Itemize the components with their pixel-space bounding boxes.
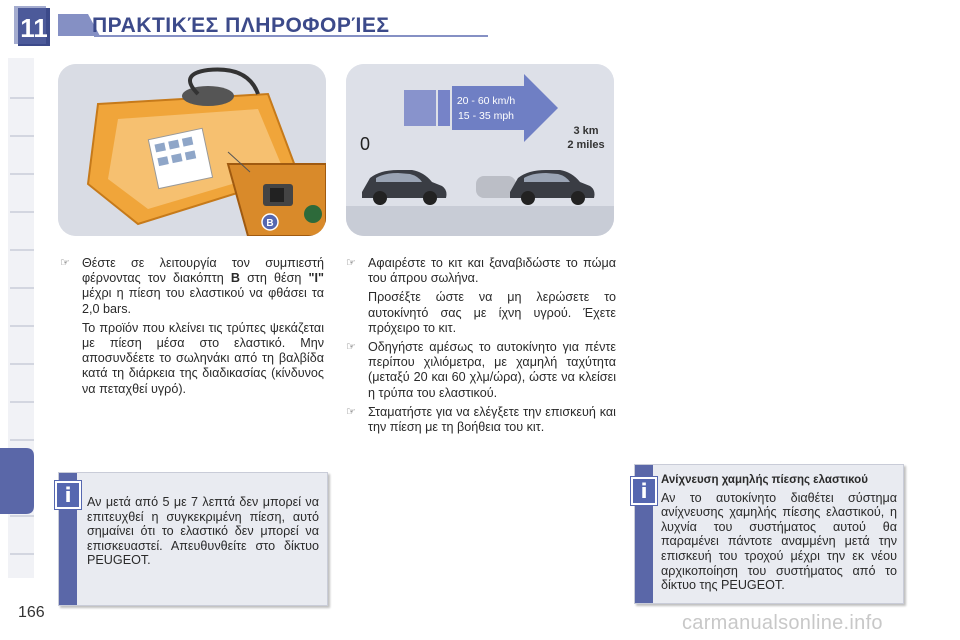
speed-kmh-label: 20 - 60 km/h <box>456 95 516 107</box>
info-box-pressure <box>58 472 328 606</box>
instruction-paragraph: Το προϊόν που κλείνει τις τρύπες ψεκάζεται με πίεση μέσα στο ελαστικό. Μην αποσυνδέετε το σωληνάκι από τη βαλβίδα κατά τη διάρκεια της διαδικασίας (κίνδυνος να πεταχθεί υγρό). <box>82 320 324 396</box>
distance-miles-label: 2 miles <box>567 139 605 151</box>
watermark: carmanualsonline.info <box>682 612 883 634</box>
left-instructions <box>60 256 324 401</box>
info-heading: Ανίχνευση χαμηλής πίεσης ελαστικού <box>661 474 868 486</box>
instruction-item: ☞ Θέστε σε λειτουργία τον συμπιεστή φέρνοντας τον διακόπτη B στη θέση "I" μέχρι η πίεση του ελαστικού να φθάσει τα 2,0 bars. <box>60 256 324 316</box>
driving-speed-illustration <box>346 64 614 236</box>
switch-label-b: B <box>266 218 274 229</box>
side-tab-strip <box>0 58 40 578</box>
repair-kit-drawing <box>58 64 326 236</box>
info-icon: i <box>55 481 81 509</box>
info-text: Αν το αυτοκίνητο διαθέτει σύστημα ανίχνευσης χαμηλής πίεσης ελαστικού, η λυχνία του συστήματος αυτού θα παραμένει πάντοτε αναμμένη μετά την επισκευή του τροχού μέχρι την εκ νέου αρχικοποίηση του συστήματος από το δίκτυο της PEUGEOT. <box>661 490 897 593</box>
hand-pointer-icon: ☞ <box>346 405 356 418</box>
hand-pointer-icon: ☞ <box>346 341 356 354</box>
page-number: 166 <box>18 604 45 621</box>
start-distance-label: 0 <box>360 134 371 154</box>
info-icon: i <box>631 477 657 505</box>
info-text: Αν μετά από 5 με 7 λεπτά δεν μπορεί να επιτευχθεί η συγκεκριμένη πίεση, αυτό σημαίνει ότι το ελαστικό δεν μπορεί να επισκευαστεί. Απευθυνθείτε στο δίκτυο PEUGEOT. <box>87 495 319 568</box>
hand-pointer-icon: ☞ <box>346 257 356 269</box>
instruction-item: ☞ Σταματήστε για να ελέγξετε την επισκευή και την πίεση με τη βοήθεια του κιτ. <box>346 404 616 435</box>
chapter-badge <box>14 6 54 50</box>
driving-speed-drawing <box>346 64 614 236</box>
hand-pointer-icon: ☞ <box>60 257 70 269</box>
repair-kit-illustration <box>58 64 326 236</box>
page-title: ΠΡΑΚΤΙΚΈΣ ΠΛΗΡΟΦΟΡΊΕΣ <box>92 14 390 37</box>
distance-km-label: 3 km <box>573 125 599 137</box>
speed-mph-label: 15 - 35 mph <box>457 110 515 122</box>
instruction-item: ☞ Αφαιρέστε το κιτ και ξαναβιδώστε το πώμα του άπρου σωλήνα. <box>346 256 616 286</box>
instruction-item: ☞ Οδηγήστε αμέσως το αυτοκίνητο για πέντε περίπου χιλιόμετρα, με χαμηλή ταχύτητα (μεταξύ 20 και 60 χλμ/ώρα), ώστε να κλείσει η τρύπα του ελαστικού. <box>346 340 616 400</box>
info-box-low-pressure-detection <box>634 464 904 604</box>
chapter-number: 11 <box>20 13 48 43</box>
right-instructions <box>346 256 616 439</box>
instruction-paragraph: Προσέξτε ώστε να μη λερώσετε το αυτοκίνητό σας με ίχνη υγρού. Έχετε πρόχειρο το κιτ. <box>368 290 616 335</box>
